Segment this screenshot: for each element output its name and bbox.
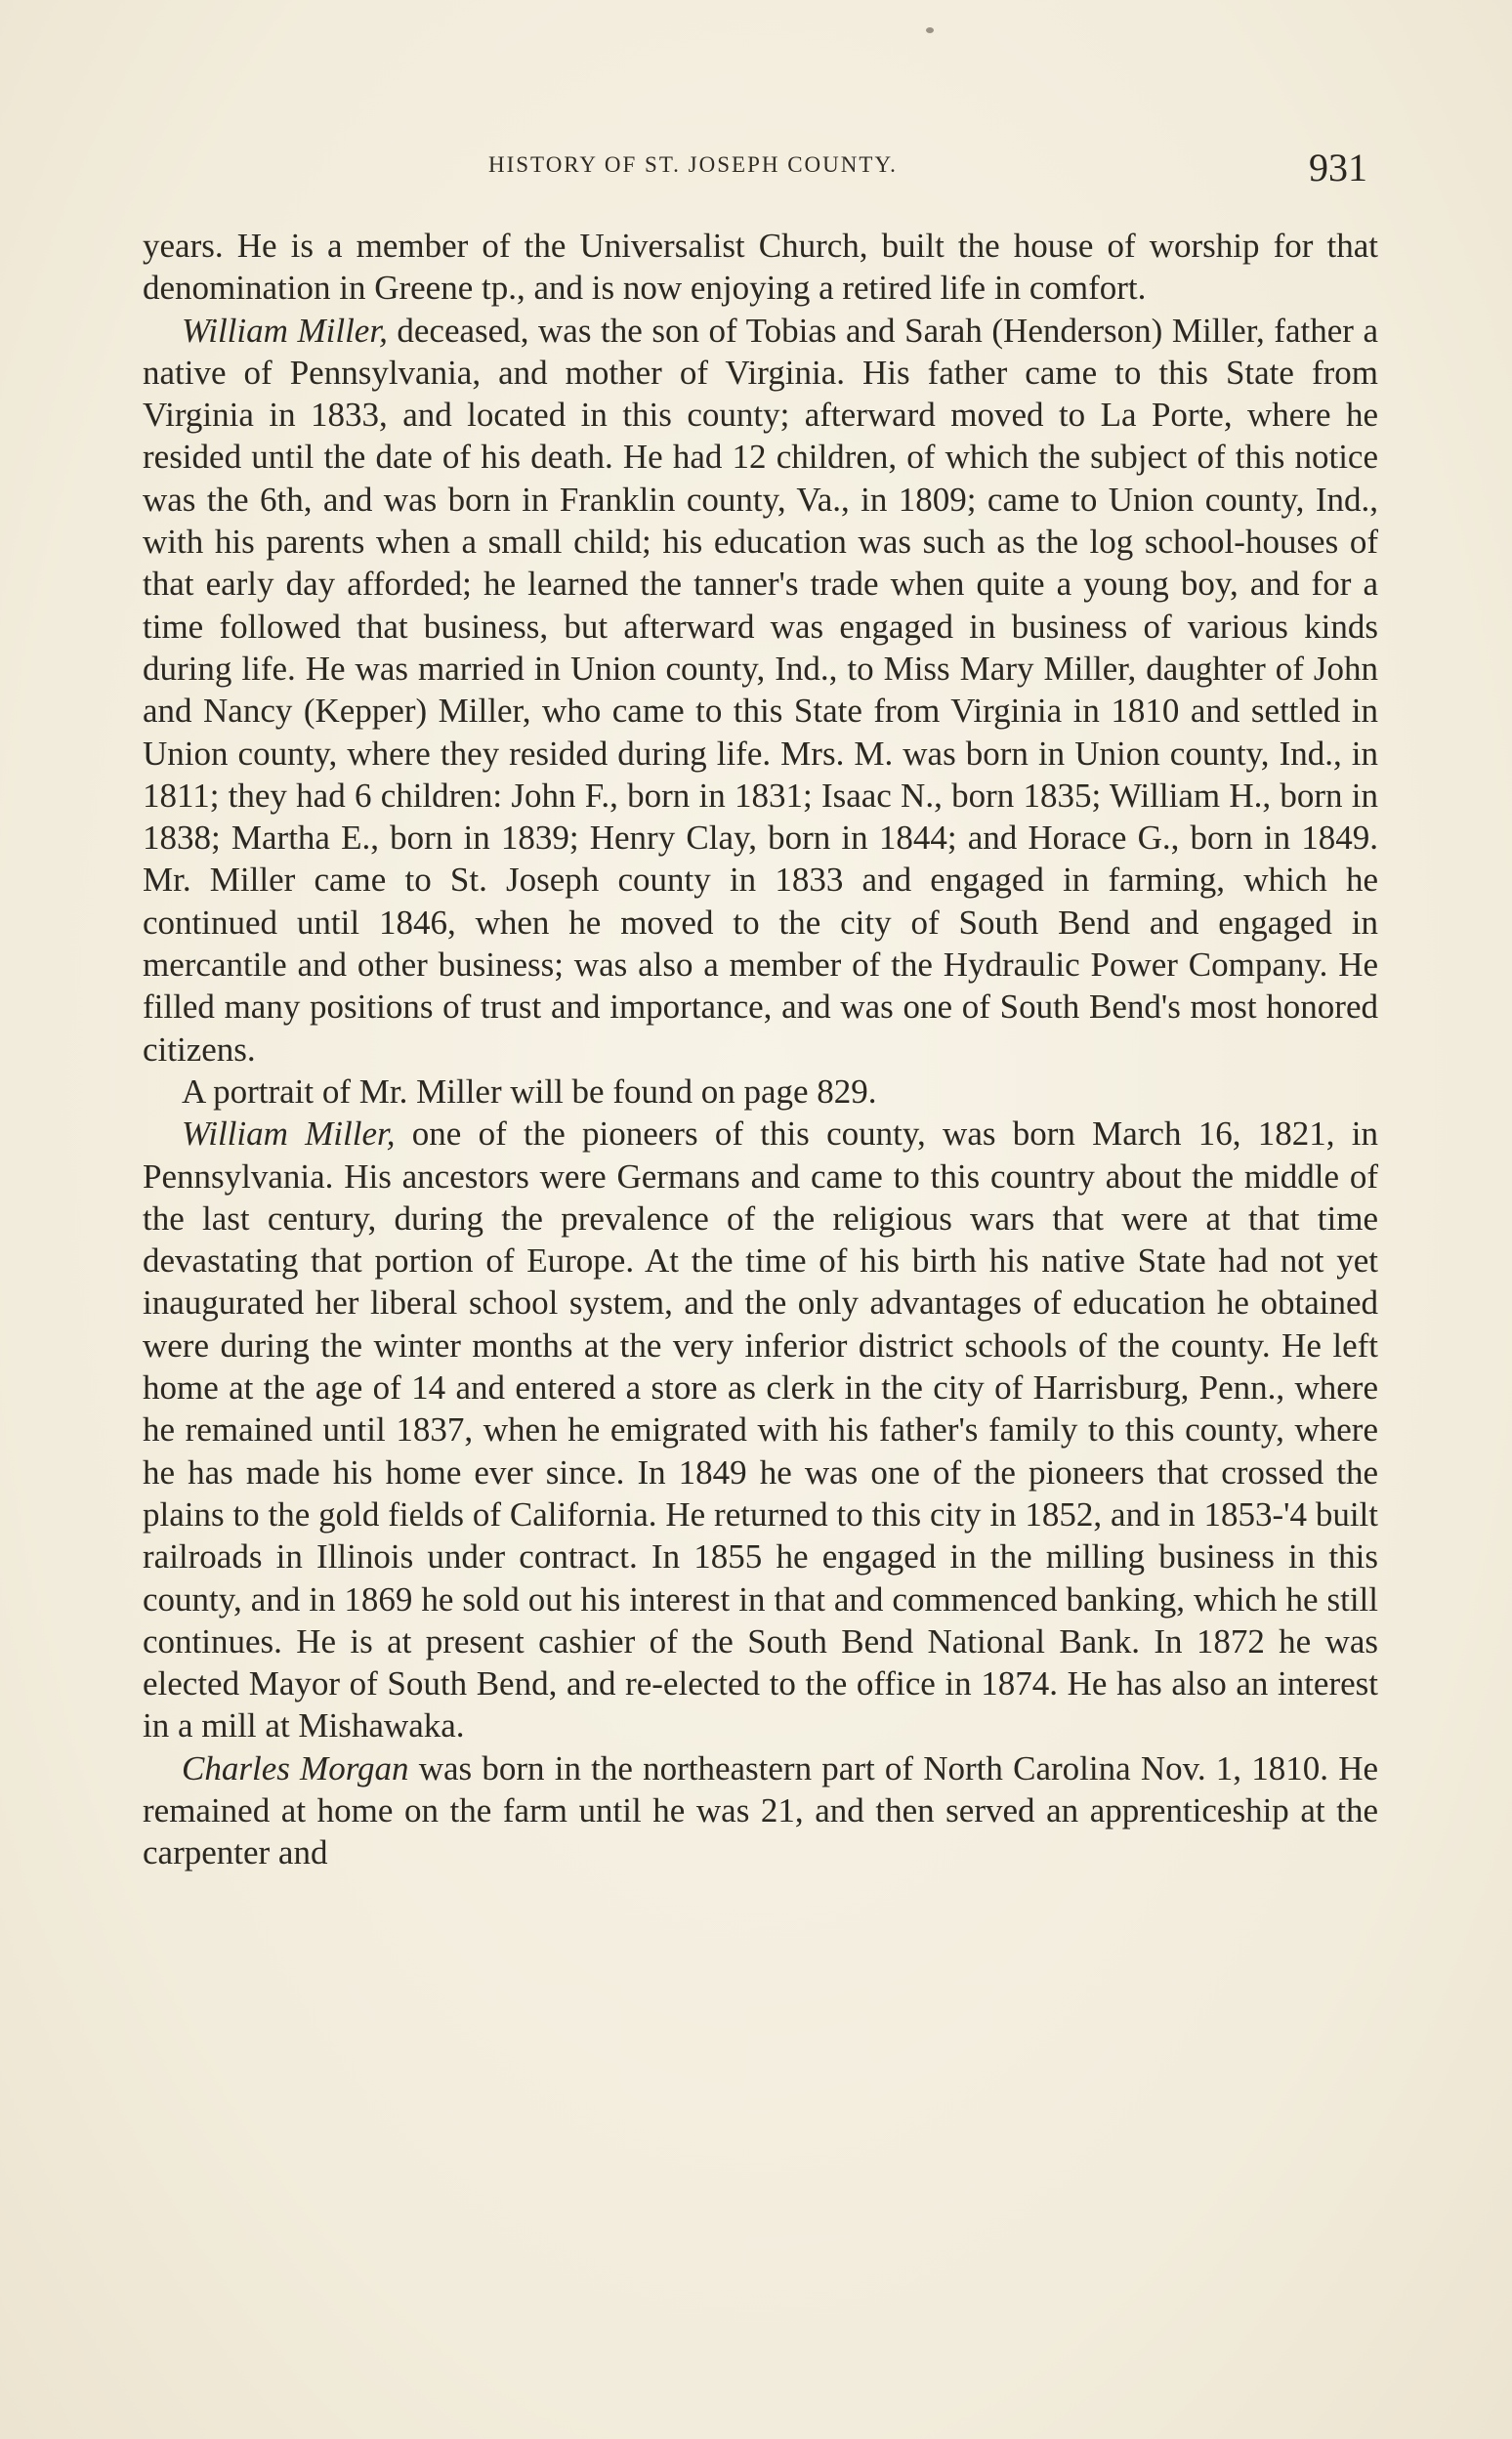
running-title: HISTORY OF ST. JOSEPH COUNTY. [488,152,898,177]
page-header [0,145,1512,193]
page-number: 931 [1309,146,1367,189]
paragraph-text: deceased, was the son of Tobias and Sarah (Henderson) Miller, father a native of Pennsylvania, and mother of Virginia. His father came to this State from Virginia in 1833, and located in this county; afterward moved to La Porte, where he resided until the date of his death. He had 12 children, of which the subject of this notice was the 6th, and was born in Franklin county, Va., in 1809; came to Union county, Ind., with his parents when a small child; his education was such as the log school-houses of that early day afforded; he learned the tanner's trade when quite a young boy, and for a time followed that business, but afterward was engaged in business of various kinds during life. He was married in Union county, Ind., to Miss Mary Miller, daughter of John and Nancy (Kepper) Miller, who came to this State from Virginia in 1810 and settled in Union county, where they resided during life. Mrs. M. was born in Union county, Ind., in 1811; they had 6 children: John F., born in 1831; Isaac N., born 1835; William H., born in 1838; Martha E., born in 1839; Henry Clay, born in 1844; and Horace G., born in 1849. Mr. Miller came to St. Joseph county in 1833 and engaged in farming, which he continued until 1846, when he moved to the city of South Bend and engaged in mercantile and other business; was also a member of the Hydraulic Power Company. He filled many positions of trust and importance, and was one of South Bend's most honored citizens. [143,311,1378,1069]
paragraph-text: A portrait of Mr. Miller will be found on page 829. [182,1072,877,1111]
paragraph-portrait-note [143,1071,1378,1113]
body-text [143,225,1378,1874]
biography-name: William Miller, [182,1114,396,1154]
paragraph-continuation [143,225,1378,310]
paragraph-william-miller-deceased [143,310,1378,1071]
paragraph-text: one of the pioneers of this county, was born March 16, 1821, in Pennsylvania. His ancestors were Germans and came to this country about the middle of the last century, during the prevalence of the religious wars that were at that time devastating that portion of Europe. At the time of his birth his native State had not yet inaugurated her liberal school system, and the only advantages of education he obtained were during the winter months at the very inferior district schools of the county. He left home at the age of 14 and entered a store as clerk in the city of Harrisburg, Penn., where he remained until 1837, when he emigrated with his father's family to this county, where he has made his home ever since. In 1849 he was one of the pioneers that crossed the plains to the gold fields of California. He returned to this city in 1852, and in 1853-'4 built railroads in Illinois under contract. In 1855 he engaged in the milling business in this county, and in 1869 he sold out his interest in that and commenced banking, which he still continues. He is at present cashier of the South Bend National Bank. In 1872 he was elected Mayor of South Bend, and re-elected to the office in 1874. He has also an interest in a mill at Mishawaka. [143,1114,1379,1745]
biography-name: William Miller, [182,311,388,350]
paper-speck [926,27,934,33]
paragraph-text: years. He is a member of the Universalist Church, built the house of worship for that denomination in Greene tp., and is now enjoying a retired life in comfort. [143,227,1378,308]
paragraph-text: was born in the northeastern part of North Carolina Nov. 1, 1810. He remained at home on the farm until he was 21, and then served an apprenticeship at the carpenter and [143,1748,1379,1872]
paragraph-william-miller-pioneer [143,1113,1378,1746]
biography-name: Charles Morgan [182,1748,409,1787]
paragraph-charles-morgan [143,1747,1378,1874]
